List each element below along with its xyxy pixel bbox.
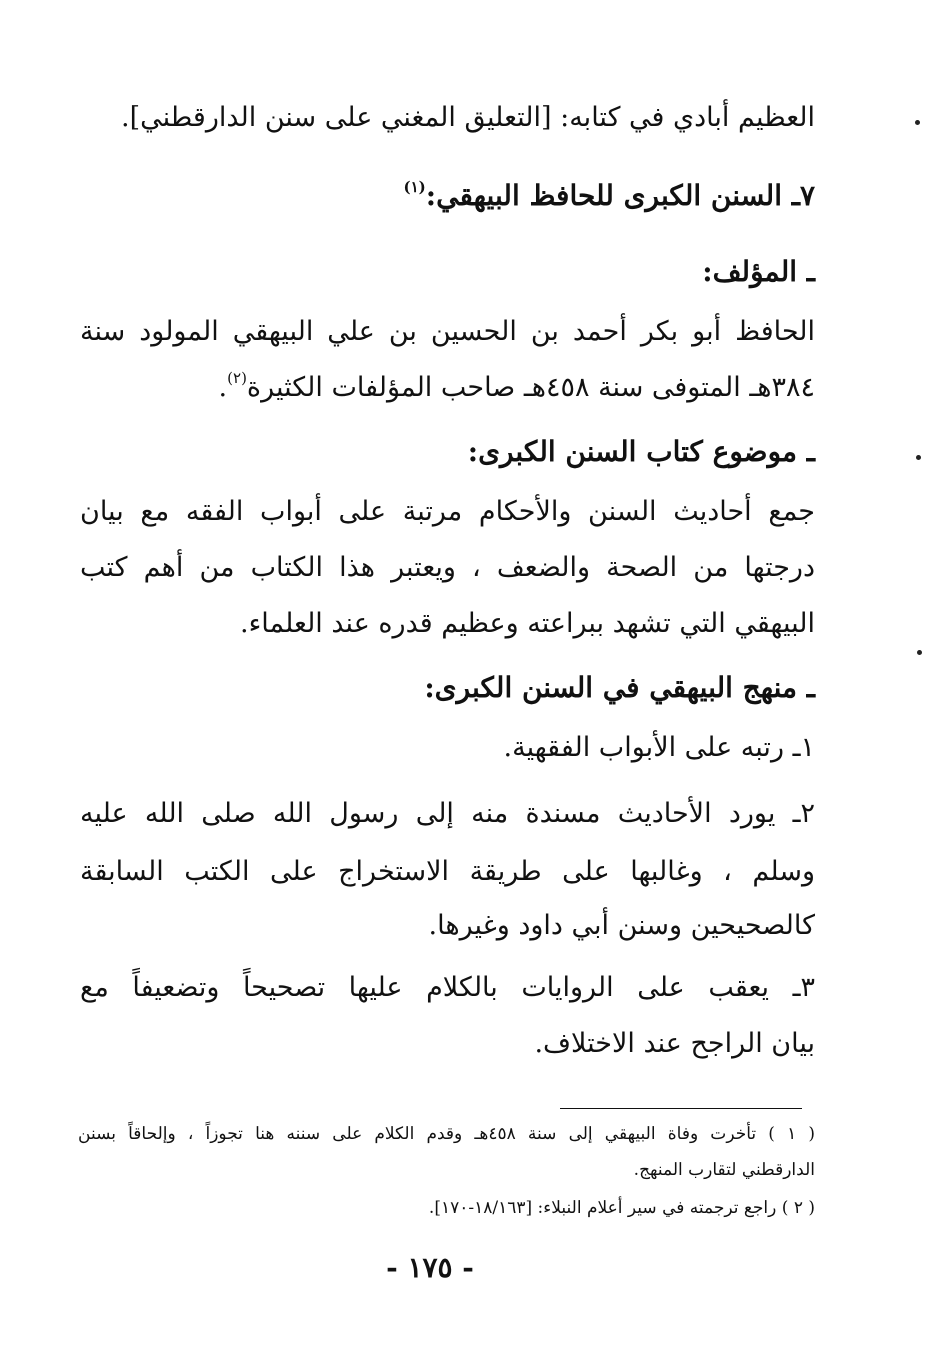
text-line: بيان الراجح عند الاختلاف. <box>534 1028 815 1059</box>
footnote-ref-1: (١) <box>403 178 426 196</box>
text-line: وسلم ، وغالبها على طريقة الاستخراج على الكتب السابقة <box>80 856 815 887</box>
text-line: البيهقي التي تشهد ببراعته وعظيم قدره عند العلماء. <box>239 608 815 639</box>
text-segment: ٣٨٤هـ المتوفى سنة ٤٥٨هـ صاحب المؤلفات الكثيرة <box>246 372 815 403</box>
heading-text: ٧ـ السنن الكبرى للحافظ البيهقي: <box>425 179 815 212</box>
section-heading-sunan-kubra <box>404 176 816 216</box>
text-line: العظيم أبادي في كتابه: [التعليق المغني على سنن الدارقطني]. <box>121 102 815 133</box>
footnote-1: ( ١ ) تأخرت وفاة البيهقي إلى سنة ٤٥٨هـ وقدم الكلام على سننه هنا تجوزاً ، وإلحاقاً بسنن <box>78 1124 815 1144</box>
page-number: - ١٧٥ - <box>386 1251 474 1284</box>
scan-speck <box>916 455 921 460</box>
subheading-author: ـ المؤلف: <box>702 255 815 288</box>
text-segment: . <box>218 372 228 403</box>
text-line: درجتها من الصحة والضعف ، ويعتبر هذا الكتاب من أهم كتب <box>80 552 815 583</box>
text-line: جمع أحاديث السنن والأحكام مرتبة على أبواب الفقه مع بيان <box>80 496 815 527</box>
footnote-2: ( ٢ ) راجع ترجمته في سير أعلام النبلاء: [١٨/١٦٣-١٧٠]. <box>428 1198 815 1218</box>
list-item: ٢ـ يورد الأحاديث مسندة منه إلى رسول الله صلى الله عليه <box>80 798 815 829</box>
footnote-separator <box>560 1108 802 1109</box>
list-item: ١ـ رتبه على الأبواب الفقهية. <box>503 732 815 763</box>
text-line: الحافظ أبو بكر أحمد بن الحسين بن علي البيهقي المولود سنة <box>80 316 815 347</box>
list-item: ٣ـ يعقب على الروايات بالكلام عليها تصحيحاً وتضعيفاً مع <box>80 972 815 1003</box>
footnote-1-continuation: الدارقطني لتقارب المنهج. <box>633 1160 815 1180</box>
subheading-topic: ـ موضوع كتاب السنن الكبرى: <box>467 435 815 468</box>
subheading-method: ـ منهج البيهقي في السنن الكبرى: <box>424 671 815 704</box>
text-line: كالصحيحين وسنن أبي داود وغيرها. <box>428 910 815 941</box>
text-line <box>219 368 815 408</box>
footnote-ref-2: (٢) <box>227 369 247 387</box>
scan-speck <box>917 650 922 655</box>
scan-speck <box>915 120 920 125</box>
